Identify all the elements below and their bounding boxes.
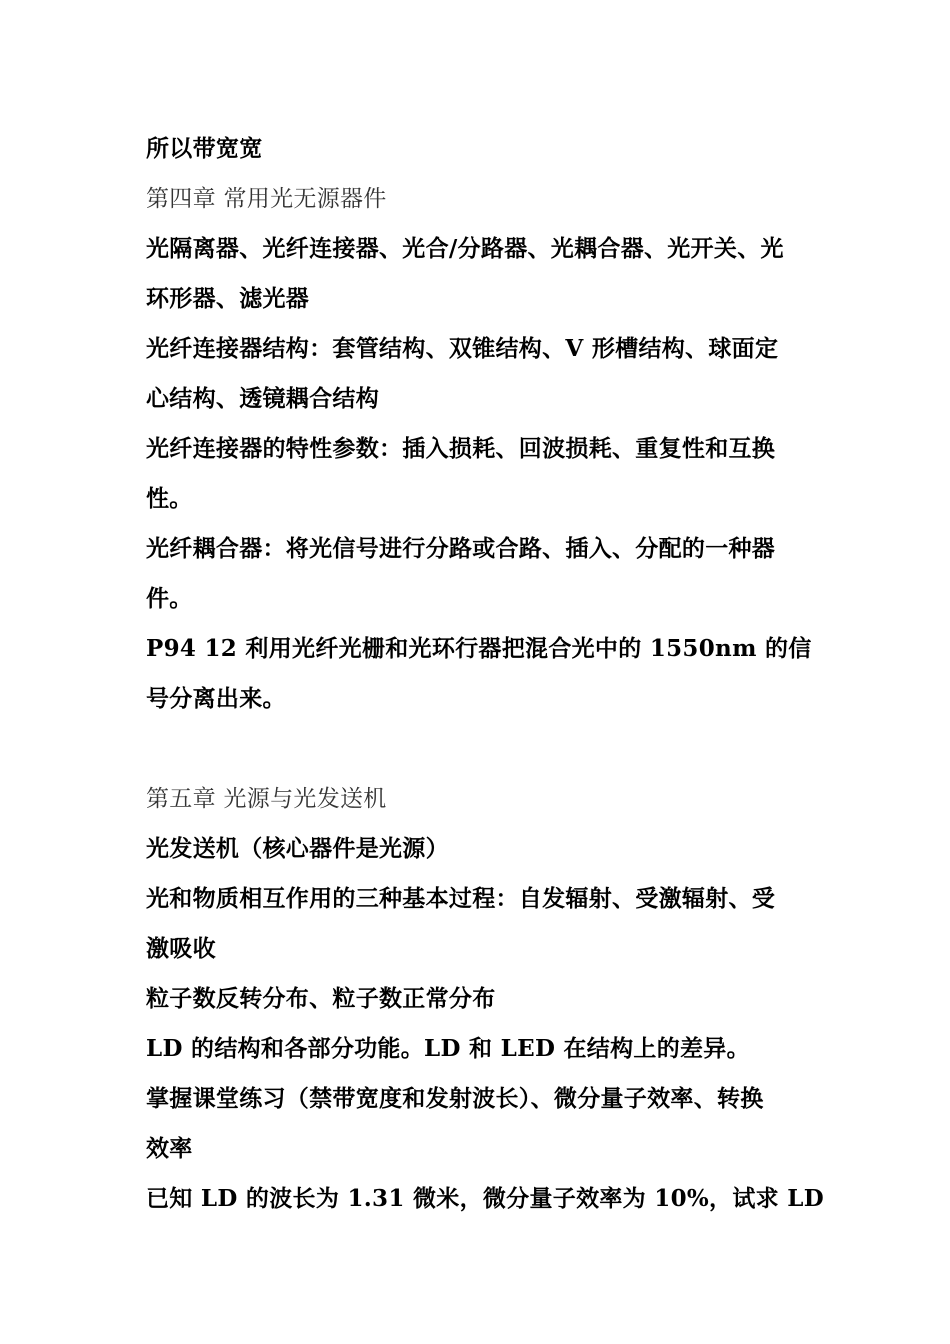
text-line: 效率 xyxy=(146,1135,193,1162)
blank-line xyxy=(146,724,810,774)
text-line: P94 12 利用光纤光栅和光环行器把混合光中的 1550nm 的信 xyxy=(146,635,812,662)
text-line: 所以带宽宽 xyxy=(146,135,263,162)
text-line: 粒子数反转分布、粒子数正常分布 xyxy=(146,985,496,1012)
text-line: 光纤耦合器：将光信号进行分路或合路、插入、分配的一种器 xyxy=(146,535,776,562)
text-line: 光纤连接器结构：套管结构、双锥结构、V 形槽结构、球面定 xyxy=(146,335,779,362)
text-line: 号分离出来。 xyxy=(146,685,286,712)
text-line: 光隔离器、光纤连接器、光合/分路器、光耦合器、光开关、光 xyxy=(146,235,784,262)
chapter-4-heading: 第四章 常用光无源器件 xyxy=(146,186,387,212)
text-line: 激吸收 xyxy=(146,935,216,962)
chapter-5-heading: 第五章 光源与光发送机 xyxy=(146,786,387,812)
text-line: 光发送机（核心器件是光源） xyxy=(146,835,449,862)
text-line: 掌握课堂练习（禁带宽度和发射波长）、微分量子效率、转换 xyxy=(146,1085,764,1112)
text-line: 性。 xyxy=(146,485,193,512)
text-line: 心结构、透镜耦合结构 xyxy=(146,385,379,412)
text-line: 光和物质相互作用的三种基本过程：自发辐射、受激辐射、受 xyxy=(146,885,776,912)
text-line: 已知 LD 的波长为 1.31 微米，微分量子效率为 10%，试求 LD xyxy=(146,1185,824,1212)
text-line: LD 的结构和各部分功能。LD 和 LED 在结构上的差异。 xyxy=(146,1035,750,1062)
document-body xyxy=(146,124,824,1224)
text-line: 件。 xyxy=(146,585,193,612)
text-line: 光纤连接器的特性参数：插入损耗、回波损耗、重复性和互换 xyxy=(146,435,776,462)
text-line: 环形器、滤光器 xyxy=(146,285,310,312)
